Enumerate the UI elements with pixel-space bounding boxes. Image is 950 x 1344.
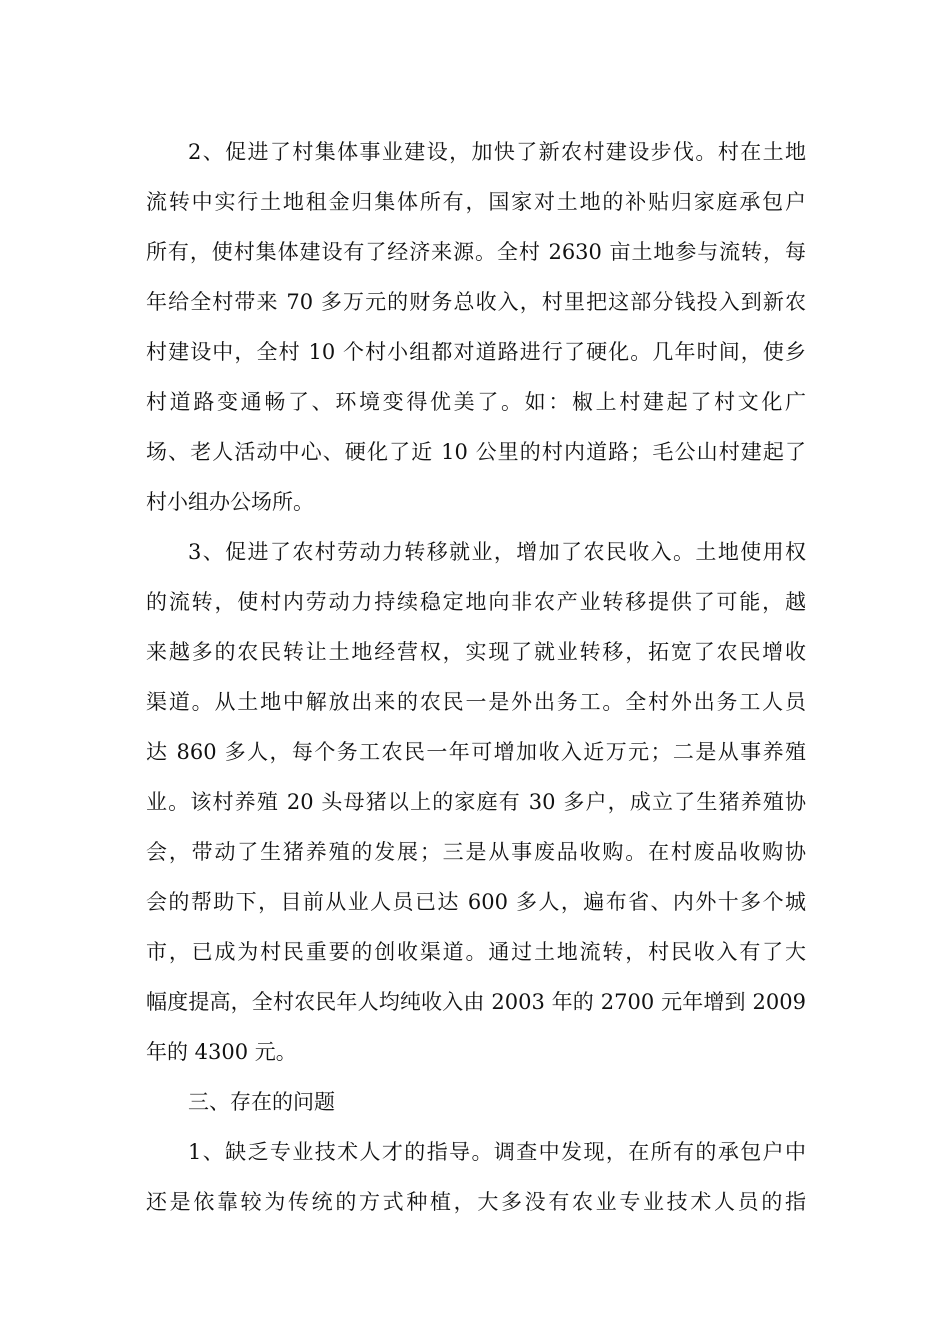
paragraph-2-line-2: 的流转，使村内劳动力持续稳定地向非农产业转移提供了可能，越 xyxy=(146,590,806,614)
paragraph-2-line-10: 幅度提高，全村农民年人均纯收入由 2003 年的 2700 元年增到 2009 xyxy=(146,990,806,1014)
paragraph-3-line-1: 1、缺乏专业技术人才的指导。调查中发现，在所有的承包户中 xyxy=(188,1140,806,1164)
paragraph-2-line-4: 渠道。从土地中解放出来的农民一是外出务工。全村外出务工人员 xyxy=(146,690,806,714)
paragraph-1-line-3: 所有，使村集体建设有了经济来源。全村 2630 亩土地参与流转，每 xyxy=(146,240,806,264)
paragraph-1-line-7: 场、老人活动中心、硬化了近 10 公里的村内道路；毛公山村建起了 xyxy=(146,440,806,464)
section-heading: 三、存在的问题 xyxy=(188,1090,335,1114)
paragraph-2-line-6: 业。该村养殖 20 头母猪以上的家庭有 30 多户，成立了生猪养殖协 xyxy=(146,790,806,814)
paragraph-2-line-8: 会的帮助下，目前从业人员已达 600 多人，遍布省、内外十多个城 xyxy=(146,890,806,914)
paragraph-1-line-5: 村建设中，全村 10 个村小组都对道路进行了硬化。几年时间，使乡 xyxy=(146,340,806,364)
paragraph-1-line-1: 2、促进了村集体事业建设，加快了新农村建设步伐。村在土地 xyxy=(188,140,806,164)
paragraph-1-line-4: 年给全村带来 70 多万元的财务总收入，村里把这部分钱投入到新农 xyxy=(146,290,806,314)
paragraph-1-line-6: 村道路变通畅了、环境变得优美了。如：椒上村建起了村文化广 xyxy=(146,390,806,414)
paragraph-2-line-1: 3、促进了农村劳动力转移就业，增加了农民收入。土地使用权 xyxy=(188,540,806,564)
paragraph-3-line-2: 还是依靠较为传统的方式种植，大多没有农业专业技术人员的指 xyxy=(146,1190,806,1214)
paragraph-2-line-3: 来越多的农民转让土地经营权，实现了就业转移，拓宽了农民增收 xyxy=(146,640,806,664)
paragraph-1-line-2: 流转中实行土地租金归集体所有，国家对土地的补贴归家庭承包户 xyxy=(146,190,806,214)
paragraph-1-line-8: 村小组办公场所。 xyxy=(146,490,314,514)
paragraph-2-line-5: 达 860 多人，每个务工农民一年可增加收入近万元；二是从事养殖 xyxy=(146,740,806,764)
paragraph-2-line-11: 年的 4300 元。 xyxy=(146,1040,297,1064)
paragraph-2-line-9: 市，已成为村民重要的创收渠道。通过土地流转，村民收入有了大 xyxy=(146,940,806,964)
paragraph-2-line-7: 会，带动了生猪养殖的发展；三是从事废品收购。在村废品收购协 xyxy=(146,840,806,864)
